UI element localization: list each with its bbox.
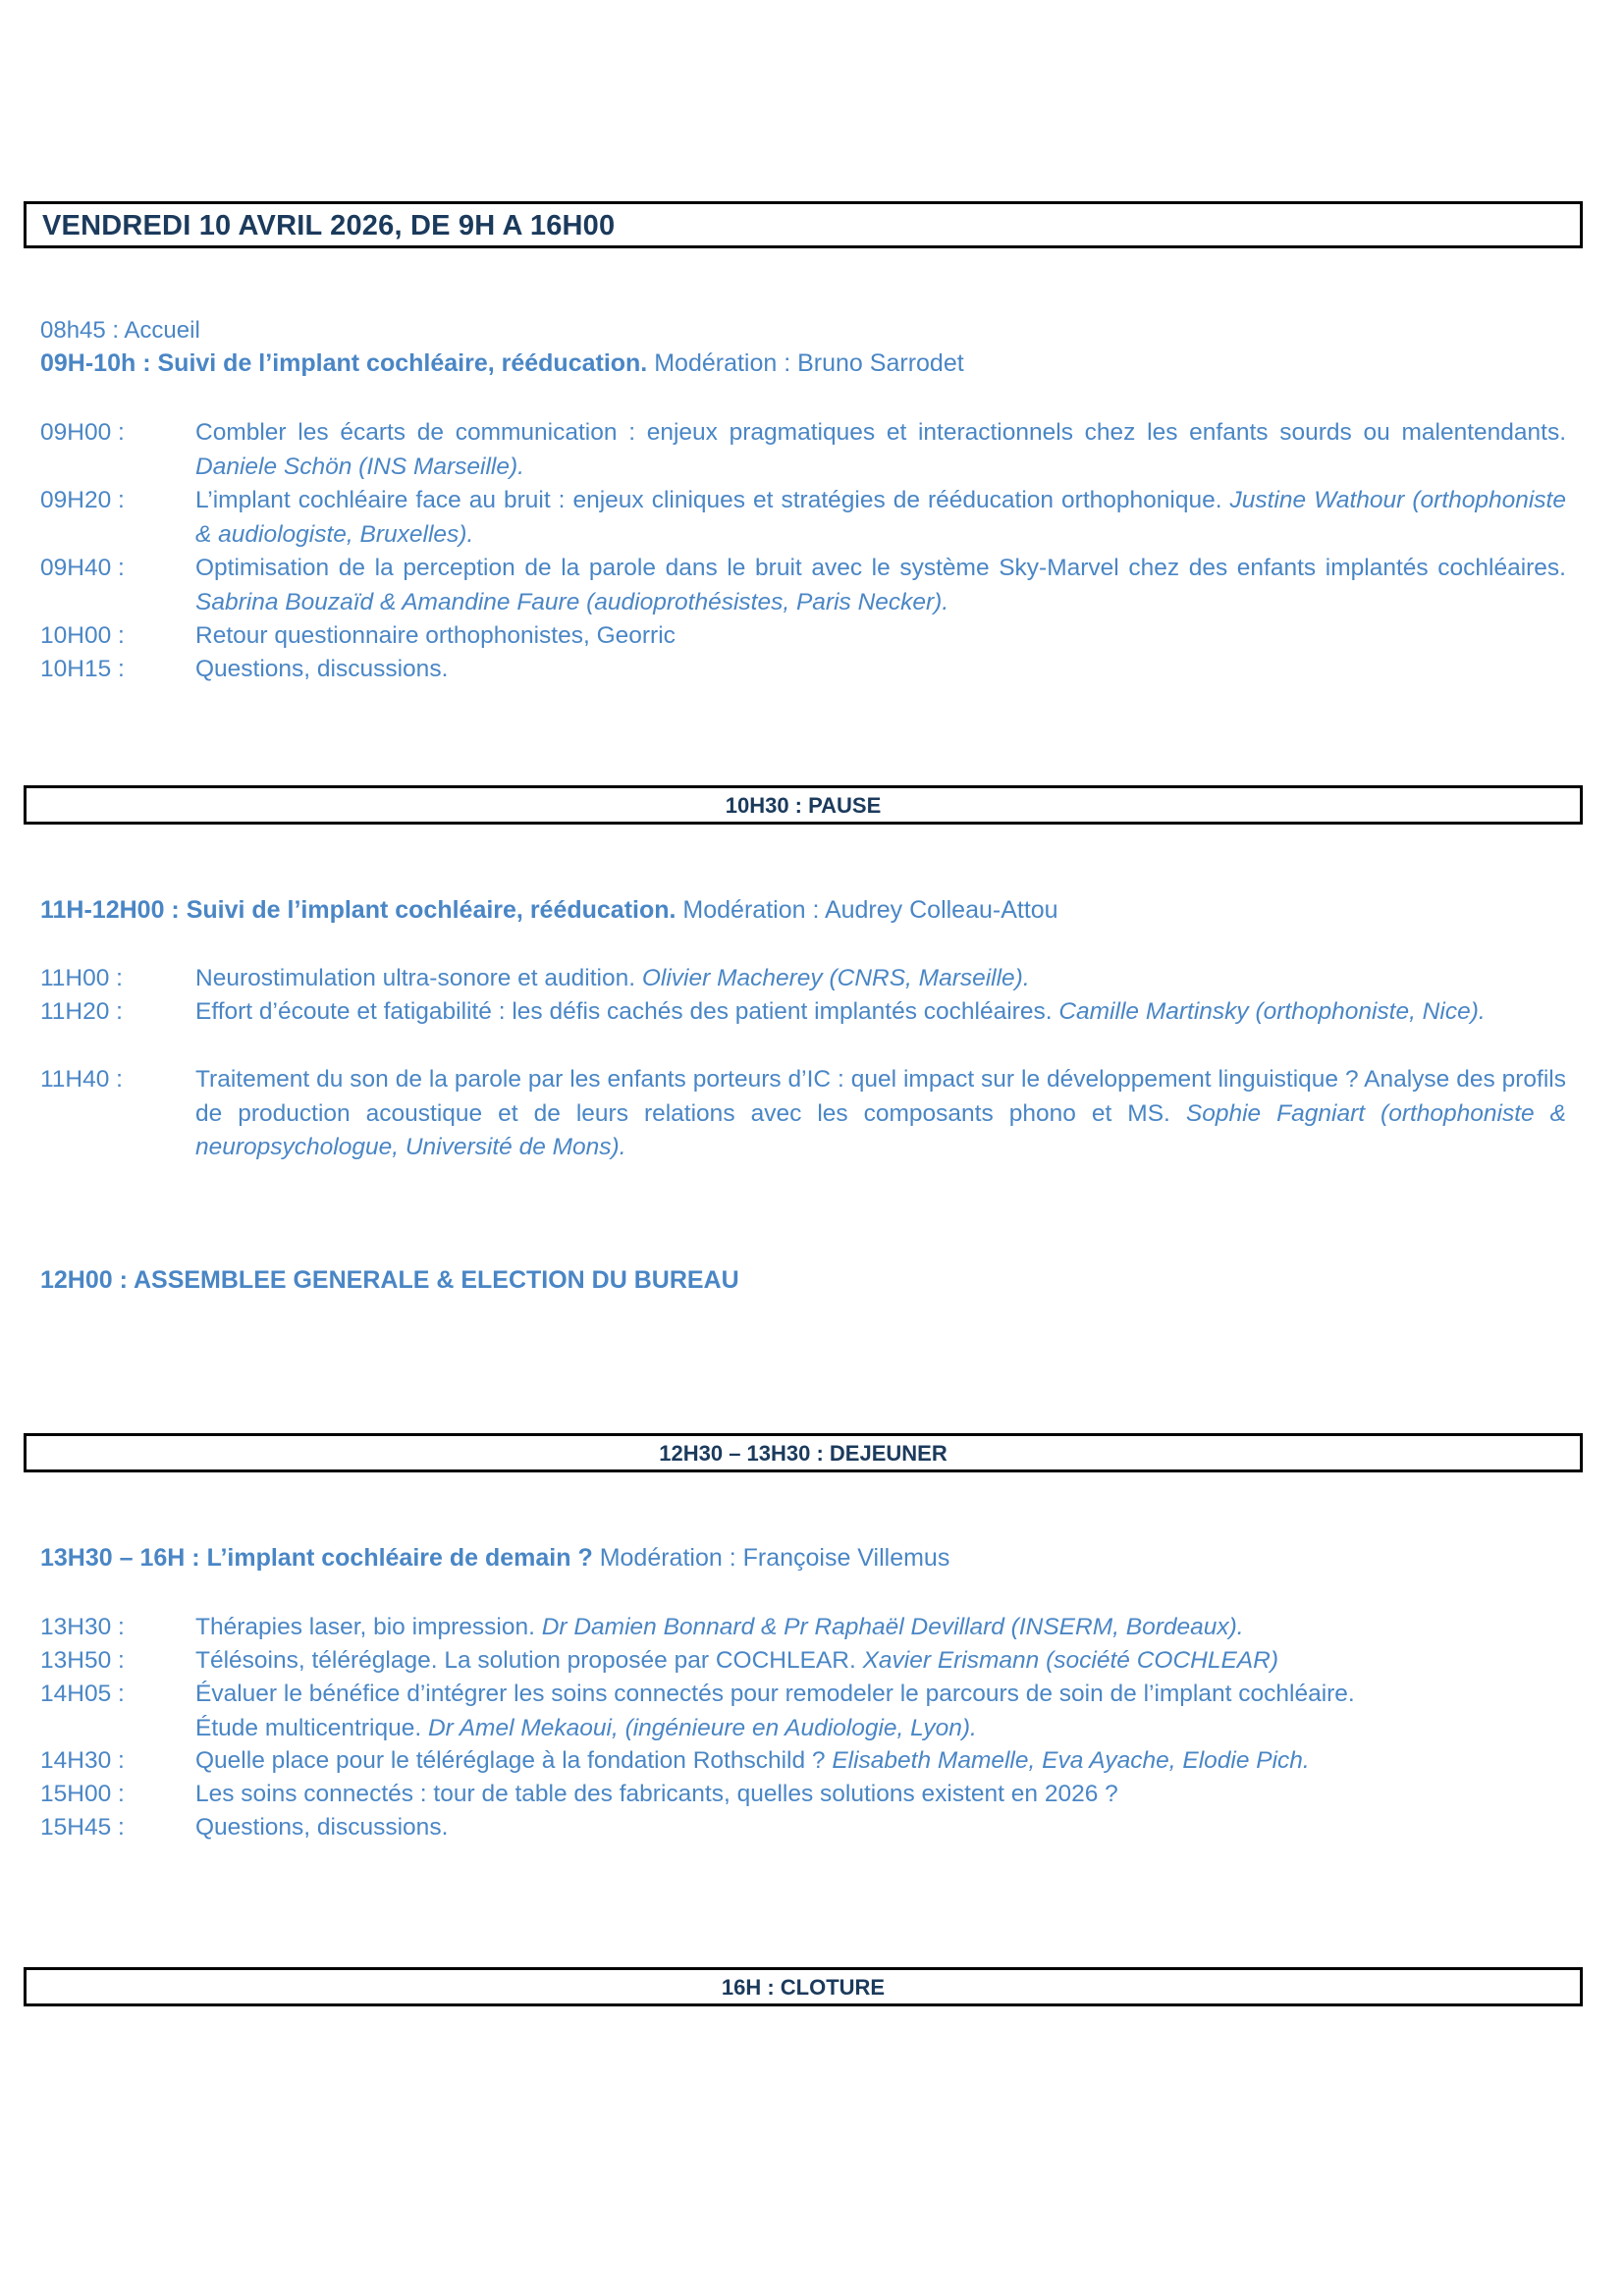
item-text: Retour questionnaire orthophonistes, Georric [195, 622, 676, 649]
item-description [195, 1678, 1423, 1745]
program-item [40, 1678, 1584, 1745]
session-3-title: L’implant cochléaire de demain ? [206, 1544, 593, 1572]
item-speaker: Justine Wathour (orthophoniste & audiologiste, Bruxelles). [195, 487, 1566, 548]
item-text: Télésoins, téléréglage. La solution proposée par COCHLEAR. [195, 1647, 856, 1674]
item-speaker: Olivier Macherey (CNRS, Marseille). [641, 965, 1030, 991]
item-time: 15H00 : [40, 1781, 125, 1807]
program-item [40, 1063, 1584, 1165]
item-text: Effort d’écoute et fatigabilité : les défis cachés des patient implantés cochléaires. [195, 998, 1053, 1025]
item-speaker: Daniele Schön (INS Marseille). [195, 453, 524, 480]
item-description [195, 1744, 1566, 1779]
item-description [195, 1063, 1566, 1165]
day-header-title: VENDREDI 10 AVRIL 2026, DE 9H A 16H00 [42, 210, 616, 241]
item-time: 09H20 : [40, 487, 125, 513]
item-description [195, 1644, 1566, 1679]
item-time: 15H45 : [40, 1814, 125, 1841]
item-description [195, 552, 1566, 619]
item-description [195, 653, 1566, 687]
general-assembly-line: 12H00 : ASSEMBLEE GENERALE & ELECTION DU BUREAU [40, 1266, 739, 1294]
program-item [40, 962, 1584, 996]
closing-box [24, 1967, 1583, 2006]
session-3-heading [40, 1541, 949, 1575]
item-description [195, 1611, 1566, 1645]
item-text: Quelle place pour le téléréglage à la fondation Rothschild ? [195, 1747, 826, 1774]
welcome-line: 08h45 : Accueil [40, 317, 200, 344]
item-speaker: Elisabeth Mamelle, Eva Ayache, Elodie Pich. [832, 1747, 1310, 1774]
item-description [195, 1811, 1566, 1845]
session-2-title: Suivi de l’implant cochléaire, rééducation. [186, 896, 677, 924]
session-2-time: 11H-12H00 : [40, 896, 180, 924]
item-description [195, 484, 1566, 552]
item-time: 14H30 : [40, 1747, 125, 1774]
item-text: Questions, discussions. [195, 1814, 449, 1841]
lunch-box [24, 1433, 1583, 1472]
day-header-box [24, 201, 1583, 248]
item-text: Combler les écarts de communication : enjeux pragmatiques et interactionnels chez les enfants sourds ou malentendants. [195, 419, 1566, 446]
program-item [40, 416, 1584, 484]
program-item [40, 653, 1584, 687]
item-text: Questions, discussions. [195, 656, 449, 682]
item-text: Les soins connectés : tour de table des fabricants, quelles solutions existent en 2026 ? [195, 1781, 1118, 1807]
item-speaker: Camille Martinsky (orthophoniste, Nice). [1058, 998, 1486, 1025]
closing-label: 16H : CLOTURE [721, 1975, 886, 2000]
program-item [40, 995, 1584, 1030]
program-item [40, 552, 1584, 619]
item-time: 09H00 : [40, 419, 125, 446]
item-time: 10H00 : [40, 622, 125, 649]
item-time: 11H20 : [40, 998, 123, 1025]
item-speaker: Dr Damien Bonnard & Pr Raphaël Devillard (INSERM, Bordeaux). [541, 1614, 1244, 1640]
item-time: 09H40 : [40, 555, 125, 581]
program-item [40, 484, 1584, 552]
item-speaker: Dr Amel Mekaoui, (ingénieure en Audiologie, Lyon). [427, 1714, 977, 1741]
session-1-moderation: Modération : Bruno Sarrodet [654, 349, 964, 377]
item-text: Optimisation de la perception de la parole dans le bruit avec le système Sky-Marvel chez des enfants implantés cochléaires. [195, 555, 1566, 581]
item-speaker: Sophie Fagniart (orthophoniste & neuropsychologue, Université de Mons). [195, 1099, 1567, 1160]
session-3-moderation: Modération : Françoise Villemus [599, 1544, 950, 1572]
item-text: L’implant cochléaire face au bruit : enjeux cliniques et stratégies de rééducation orthophonique. [195, 487, 1222, 513]
item-time: 13H30 : [40, 1614, 125, 1640]
session-2-moderation: Modération : Audrey Colleau-Attou [682, 896, 1058, 924]
item-time: 14H05 : [40, 1681, 125, 1707]
item-description [195, 619, 1566, 654]
session-2-heading [40, 893, 1058, 927]
item-description [195, 962, 1566, 996]
item-text: Évaluer le bénéfice d’intégrer les soins connectés pour remodeler le parcours de soin de l’implant cochléaire. Étude multicentrique. [195, 1681, 1355, 1741]
item-time: 13H50 : [40, 1647, 125, 1674]
item-text: Thérapies laser, bio impression. [195, 1614, 535, 1640]
session-1-title: Suivi de l’implant cochléaire, rééducation. [157, 349, 648, 377]
program-item [40, 619, 1584, 654]
item-description [195, 1778, 1566, 1812]
item-time: 11H40 : [40, 1066, 123, 1093]
item-time: 11H00 : [40, 965, 123, 991]
program-item [40, 1811, 1584, 1845]
item-speaker: Sabrina Bouzaïd & Amandine Faure (audioprothésistes, Paris Necker). [195, 588, 949, 615]
lunch-label: 12H30 – 13H30 : DEJEUNER [659, 1441, 947, 1466]
session-3-time: 13H30 – 16H : [40, 1544, 200, 1572]
item-text: Neurostimulation ultra-sonore et audition. [195, 965, 636, 991]
program-item [40, 1744, 1584, 1779]
item-text: Traitement du son de la parole par les enfants porteurs d’IC : quel impact sur le développement linguistique ? Analyse des profils de production acoustique et de leurs relations avec les composants phono et MS. [195, 1066, 1566, 1127]
pause-label: 10H30 : PAUSE [725, 793, 882, 818]
item-description [195, 416, 1566, 484]
session-1-time: 09H-10h : [40, 349, 151, 377]
program-item [40, 1611, 1584, 1645]
item-description [195, 995, 1566, 1030]
program-item [40, 1778, 1584, 1812]
item-time: 10H15 : [40, 656, 125, 682]
session-1-heading [40, 347, 964, 380]
program-item [40, 1644, 1584, 1679]
pause-box [24, 785, 1583, 825]
item-speaker: Xavier Erismann (société COCHLEAR) [862, 1647, 1279, 1674]
